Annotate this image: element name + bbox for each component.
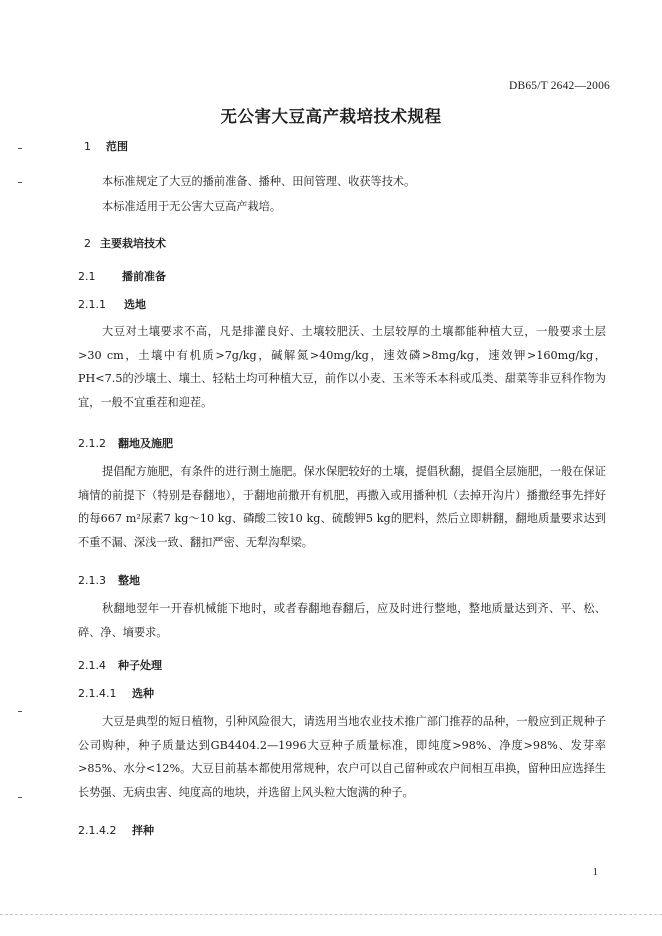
section-2-1-3-paragraph: 秋翻地翌年一开春机械能下地时，或者春翻地春翻后，应及时进行整地，整地质量达到齐、平、松、碎、净、墒要求。: [78, 602, 606, 639]
section-2-1-heading: [78, 268, 166, 284]
section-number: 2: [84, 237, 91, 250]
section-title: 播前准备: [122, 270, 166, 283]
section-title: 范围: [106, 140, 128, 153]
section-title: 拌种: [132, 824, 154, 837]
section-2-1-4-1-paragraph: 大豆是典型的短日植物，引种风险很大，请选用当地农业技术推广部门推荐的品种，一般应到正规种子公司购种，种子质量达到GB4404.2—1996大豆种子质量标准，即纯度>98%、净度>98%、发芽率>85%、水分<12%。大豆目前基本都使用常规种，农户可以自己留种或农户间相互串换，留种田应选择生长势强、无病虫害、纯度高的地块，并选留上风头粒大饱满的种子。: [78, 715, 606, 799]
section-2-heading: [84, 235, 166, 251]
standard-code: DB65/T 2642—2006: [508, 80, 610, 92]
section-number: 2.1.1: [78, 298, 106, 311]
section-2-1-4-1-heading: [78, 685, 154, 701]
page-number: 1: [592, 866, 598, 878]
scan-mark: [18, 711, 22, 712]
section-2-1-4-heading: [78, 657, 162, 673]
section-title: 选地: [124, 298, 146, 311]
section-1-paragraph-1: 本标准规定了大豆的播前准备、播种、田间管理、收获等技术。: [102, 175, 416, 188]
scan-mark: [18, 148, 22, 149]
section-number: 1: [84, 140, 91, 153]
section-number: 2.1.3: [78, 574, 106, 587]
section-title: 整地: [118, 574, 140, 587]
section-2-1-3-heading: [78, 572, 140, 588]
section-1-heading: [84, 138, 128, 154]
section-number: 2.1.2: [78, 437, 106, 450]
document-title: 无公害大豆高产栽培技术规程: [220, 107, 442, 126]
section-2-1-1-heading: [78, 296, 146, 312]
section-number: 2.1.4: [78, 659, 106, 672]
scan-bottom-edge: [0, 914, 662, 915]
scan-mark: [18, 182, 22, 183]
section-title: 翻地及施肥: [118, 437, 173, 450]
section-2-1-2-heading: [78, 435, 173, 451]
scan-mark: [18, 797, 22, 798]
section-title: 主要栽培技术: [100, 237, 166, 250]
section-number: 2.1.4.1: [78, 687, 117, 700]
section-title: 选种: [132, 687, 154, 700]
section-number: 2.1.4.2: [78, 824, 117, 837]
section-2-1-2-paragraph: 提倡配方施肥，有条件的进行测土施肥。保水保肥较好的土壤，提倡秋翻，提倡全层施肥，一般在保证墒情的前提下（特别是春翻地），于翻地前撒开有机肥，再撒入或用播种机（去掉开沟片）播撒经事先拌好的每667 m²尿素7 kg～10 kg、磷酸二铵10 kg、硫酸钾5 kg的肥料，然后立即耕翻，翻地质量要求达到不重不漏、深浅一致、翻扣严密、无犁沟犁梁。: [78, 465, 606, 549]
section-number: 2.1: [78, 270, 96, 283]
section-1-paragraph-2: 本标准适用于无公害大豆高产栽培。: [102, 200, 282, 213]
section-2-1-4-2-heading: [78, 822, 154, 838]
section-2-1-1-paragraph: 大豆对土壤要求不高，凡是排灌良好、土壤较肥沃、土层较厚的土壤都能种植大豆，一般要求土层>30 cm，土壤中有机质>7g/kg，碱解氮>40mg/kg，速效磷>8mg/kg，速效钾>160mg/kg，PH<7.5的沙壤土、壤土、轻粘土均可种植大豆，前作以小麦、玉米等禾本科或瓜类、甜菜等非豆科作物为宜，一般不宜重茬和迎茬。: [78, 325, 606, 409]
section-title: 种子处理: [118, 659, 162, 672]
